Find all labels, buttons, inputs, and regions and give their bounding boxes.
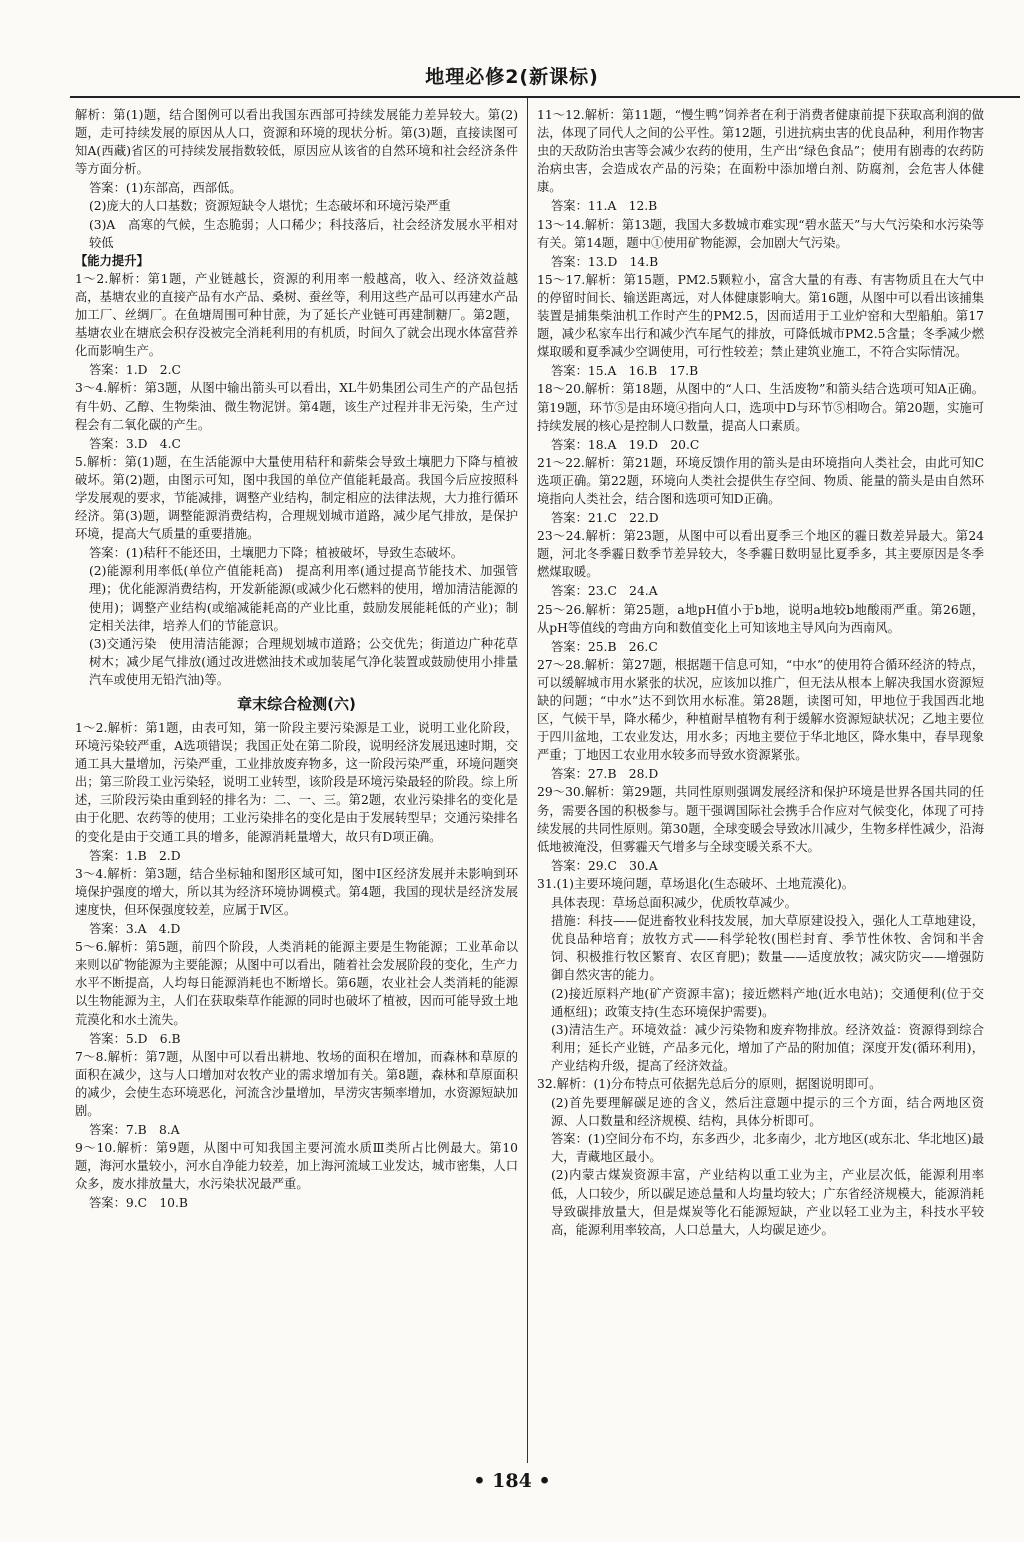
answer-line: 答案：13.D 14.B: [551, 254, 659, 269]
answer-item-31: 31.(1)主要环境问题，草场退化(生态破坏、土地荒漠化)。: [537, 876, 855, 891]
answer-line: 答案：(1)空间分布不均，东多西少，北多南少，北方地区(或东北、华北地区)最大，青藏地区最小。: [551, 1132, 984, 1165]
answer-line: 答案：21.C 22.D: [551, 511, 659, 526]
header-rule: [70, 96, 1020, 98]
answer-line: (2)内蒙古煤炭资源丰富，产业结构以重工业为主，产业层次低，能源利用率低，人口较少，所以碳足迹总量和人均量均较大；广东省经济规模大，能源消耗导致碳排放量大，但是煤炭等化石能源短缺，产业以轻工业为主，科技水平较高，能源利用率较高，人口总量大，人均碳足迹少。: [551, 1168, 984, 1237]
answer-line: (2)庞大的人口基数；资源短缺令人堪忧；生态破坏和环境污染严重: [89, 199, 451, 214]
answer-line: 答案：7.B 8.A: [89, 1123, 180, 1138]
answer-item: 1～2.解析：第1题，由表可知，第一阶段主要污染源是工业，说明工业化阶段，环境污染较严重，A选项错误；我国正处在第二阶段，说明经济发展迅速时期，交通工具大量增加，污染严重，工业排放废弃物多，这一阶段污染严重，环境问题突出；第三阶段工业污染轻，说明工业转型，该阶段是环境污染最轻的阶段。综上所述，三阶段污染由重到轻的排名为：二、一、三。第2题，农业污染排名的变化是由于化肥、农药等的使用；工业污染排名的变化是由于发展转型早；交通污染排名的变化是由于交通工具的增多，能源消耗量增大，故只有D项正确。: [75, 721, 518, 844]
answer-line: (2)能源利用率低(单位产值能耗高) 提高利用率(通过提高节能技术、加强管理)；优化能源消费结构，开发新能源(或减少化石燃料的使用，增加清洁能源的使用)；调整产业结构(或缩减能耗高的产业比重，鼓励发展能耗低的产业)；制定相关法律，培养人们的节能意识。: [89, 564, 518, 633]
answer-line: 答案：5.D 6.B: [89, 1031, 181, 1046]
answer-line: (2)接近原料产地(矿产资源丰富)；接近燃料产地(近水电站)；交通便利(位于交通枢纽)；政策支持(生态环境保护需要)。: [551, 986, 984, 1019]
answer-item: 15～17.解析：第15题，PM2.5颗粒小，富含大量的有毒、有害物质且在大气中的停留时间长、输送距离远，对人体健康影响大。第16题，从图中可以看出该捕集装置是捕集柴油机工作时产生的PM2.5，因而适用于工业炉窑和大型船舶。第17题，减少私家车出行和减少汽车尾气的排放，可降低城市PM2.5含量；冬季减少燃煤取暖和夏季减少空调使用，可行性较差；禁止建筑业施工，不符合实际情况。: [537, 272, 984, 360]
answer-item: 23～24.解析：第23题，从图中可以看出夏季三个地区的霾日数差异最大。第24题，河北冬季霾日数季节差异较大，冬季霾日数明显比夏季多，其主要原因是冬季燃煤取暖。: [537, 529, 984, 580]
answer-item-10: 解析：第(1)题，结合图例可以看出我国东西部可持续发展能力差异较大。第(2)题，走可持续发展的原因从人口，资源和环境的现状分析。第(3)题，直接读图可知A(西藏)省区的可持续发展指数较低，原因应从该省的自然环境和社会经济条件等方面分析。: [75, 108, 518, 177]
answer-line: (2)首先要理解碳足迹的含义，然后注意题中提示的三个方面，结合两地区资源、人口数量和经济规模、结构，具体分析即可。: [551, 1096, 984, 1129]
answer-line: 答案：1.B 2.D: [89, 848, 181, 863]
page-number: • 184 •: [473, 1470, 551, 1492]
answer-item: 21～22.解析：第21题，环境反馈作用的箭头是由环境指向人类社会，由此可知C选项正确。第22题，环境向人类社会提供生存空间、物质、能量的箭头是由自然环境指向人类社会，结合图和选项可知D正确。: [537, 455, 984, 506]
answer-line: 措施：科技——促进畜牧业科技发展，加大草原建设投入，强化人工草地建设，优良品种培育；放牧方式——科学轮牧(围栏封育、季节性休牧、舍饲和半舍饲、积极推行牧区繁育、农区育肥)；数量——适度放牧；减灾防灾——增强防御自然灾害的能力。: [551, 914, 984, 983]
answer-line: 答案：1.D 2.C: [89, 363, 181, 378]
answer-line: 答案：11.A 12.B: [551, 199, 658, 214]
answer-item: 1～2.解析：第1题，产业链越长，资源的利用率一般越高，收入、经济效益越高，基塘农业的直接产品有水产品、桑树、蚕丝等，利用这些产品可以再建水产品加工厂、丝绸厂。在鱼塘周围可种甘蔗，为了延长产业链可再建制糖厂。第2题，基塘农业在塘底会积存没被完全消耗利用的有机质，时间久了就会出现水体富营养化而影响生产。: [75, 271, 518, 359]
answer-item: 5～6.解析：第5题，前四个阶段，人类消耗的能源主要是生物能源；工业革命以来则以矿物能源为主要能源；从图中可以看出，随着社会发展阶段的变化，生产力水平不断提高，人均每日能源消耗也不断增长。第6题，农业社会人类消耗的能源以生物能源为主，人们在获取柴草作能源的同时也破坏了植被，因而可能导致土地荒漠化和水土流失。: [75, 940, 518, 1027]
answer-item: 7～8.解析：第7题，从图中可以看出耕地、牧场的面积在增加，而森林和草原的面积在减少，这与人口增加对农牧产业的需求增加有关。第8题，森林和草原面积的减少，会使生态环境恶化，河流含沙量增加，旱涝灾害频率增加，水资源短缺加剧。: [75, 1049, 518, 1118]
answer-line: 答案：18.A 19.D 20.C: [551, 437, 700, 452]
answer-item: 27～28.解析：第27题，根据题干信息可知，“中水”的使用符合循环经济的特点，可以缓解城市用水紧张的状况，应该加以推广，但无法从根本上解决我国水资源短缺的问题；“中水”达不到饮用水标准。第28题，读图可知，甲地位于我国西北地区，气候干旱，降水稀少，种植耐旱植物有利于缓解水资源短缺状况；乙地主要位于四川盆地，工农业发达，用水多；丙地主要位于华北地区，降水集中，春旱现象严重；丁地因工农业用水较多而导致水资源紧张。: [537, 657, 984, 763]
chapter-title: 章末综合检测(六): [237, 695, 356, 713]
answer-line: 答案：3.A 4.D: [89, 922, 181, 937]
answer-item: 3～4.解析：第3题，结合坐标轴和图形区域可知，图中Ⅰ区经济发展并未影响到环境保护强度的增大，所以其为经济环境协调模式。第4题，我国的现状是经济发展速度快，但环保强度较差，应属于Ⅳ区。: [75, 866, 518, 917]
answer-item: 18～20.解析：第18题，从图中的“人口、生活废物”和箭头结合选项可知A正确。第19题，环节⑤是由环境④指向人口，选项中D与环节⑤相吻合。第20题，实施可持续发展的核心是控制人口数量，提高人口素质。: [537, 382, 984, 433]
answer-line: 答案：15.A 16.B 17.B: [551, 364, 699, 379]
answer-line: 答案：23.C 24.A: [551, 584, 658, 599]
right-column: [537, 106, 984, 1239]
answer-line: (3)A 高寒的气候，生态脆弱；人口稀少；科技落后，社会经济发展水平相对较低: [89, 217, 518, 250]
answer-line: 答案：25.B 26.C: [551, 639, 658, 654]
page-header-title: 地理必修2(新课标): [425, 66, 599, 88]
answer-line: 答案：27.B 28.D: [551, 767, 659, 782]
answer-line: (3)交通污染 使用清洁能源；合理规划城市道路；公交优先；街道边广种花草树木；减少尾气排放(通过改进燃油技术或加装尾气净化装置或鼓励使用小排量汽车或使用无铅汽油)等。: [89, 636, 518, 687]
section-heading: 【能力提升】: [75, 252, 149, 268]
answer-item: 5.解析：第(1)题，在生活能源中大量使用秸秆和薪柴会导致土壤肥力下降与植被破坏。第(2)题，由图示可知，图中我国的单位产值能耗最高。我国今后应按照科学发展观的要求，节能减排，调整产业结构，制定相应的法律法规，大力推行循环经济。第(3)题，调整能源消费结构，合理规划城市道路，减少尾气排放，是保护环境，提高大气质量的重要措施。: [75, 454, 518, 542]
answer-line: 答案：(1)东部高，西部低。: [89, 181, 242, 196]
answer-line: 答案：3.D 4.C: [89, 436, 181, 451]
answer-item: 11～12.解析：第11题，“慢生鸭”饲养者在利于消费者健康前提下获取高利润的做法，体现了同代人之间的公平性。第12题，引进抗病虫害的优良品种，利用作物害虫的天敌防治虫害等会减少农药的使用，生产出“绿色食品”；使用有剧毒的农药防治病虫害，会造成农产品的污染；在面粉中添加增白剂、防腐剂，会危害人体健康。: [537, 108, 984, 195]
answer-line: 答案：29.C 30.A: [551, 858, 658, 873]
answer-line: 具体表现：草场总面积减少，优质牧草减少。: [551, 896, 797, 911]
answer-item-32: 32.解析：(1)分布特点可依据先总后分的原则，据图说明即可。: [537, 1076, 882, 1091]
answer-item: 13～14.解析：第13题，我国大多数城市难实现“碧水蓝天”与大气污染和水污染等有关。第14题，题中①使用矿物能源，会加剧大气污染。: [537, 217, 984, 250]
answer-item: 9～10.解析：第9题，从图中可知我国主要河流水质Ⅲ类所占比例最大。第10题，海河水量较小，河水自净能力较差，加上海河流域工业发达，城市密集，人口众多，废水排放量大，水污染状况最严重。: [75, 1141, 518, 1192]
answer-item: 25～26.解析：第25题，a地pH值小于b地，说明a地较b地酸雨严重。第26题，从pH等值线的弯曲方向和数值变化上可知该地主导风向为西南风。: [537, 602, 984, 635]
left-column: [75, 106, 518, 1213]
answer-item: 3～4.解析：第3题，从图中输出箭头可以看出，XL牛奶集团公司生产的产品包括有牛奶、乙醇、生物柴油、微生物泥饼。第4题，该生产过程并非无污染，生产过程会有二氧化碳的产生。: [75, 381, 518, 432]
answer-line: (3)清洁生产。环境效益：减少污染物和废弃物排放。经济效益：资源得到综合利用；延长产业链，产品多元化，增加了产品的附加值；深度开发(循环利用)，产业结构升级，提高了经济效益。: [551, 1022, 984, 1073]
column-divider: [527, 98, 528, 1463]
answer-item: 29～30.解析：第29题，共同性原则强调发展经济和保护环境是世界各国共同的任务，需要各国的积极参与。题干强调国际社会携手合作应对气候变化，体现了可持续发展的共同性原则。第30题，全球变暖会导致冰川减少，生物多样性减少，沿海低地被淹没，但雾霾天气增多与全球变暖关系不大。: [537, 785, 984, 854]
answer-line: 答案：9.C 10.B: [89, 1196, 188, 1211]
answer-line: 答案：(1)秸秆不能还田，土壤肥力下降；植被破坏，导致生态破坏。: [89, 546, 464, 561]
